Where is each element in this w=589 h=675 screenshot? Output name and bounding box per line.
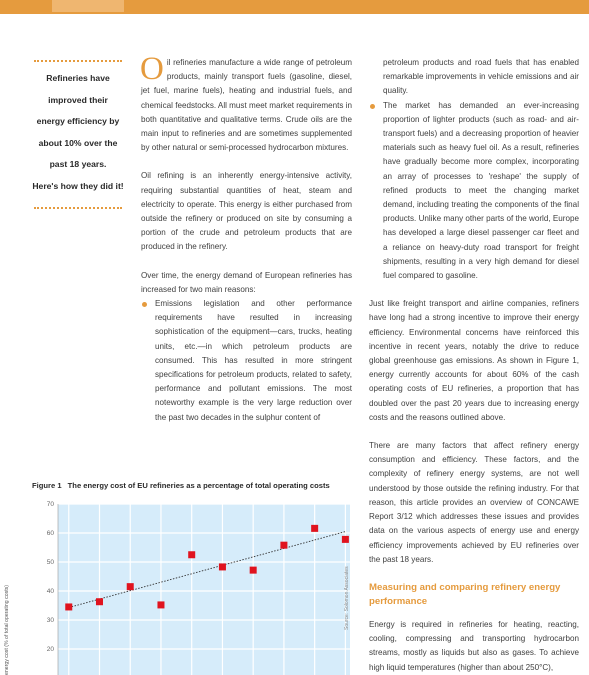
y-tick-label: 70: [46, 501, 54, 508]
energy-cost-chart: [0, 492, 360, 675]
body-paragraph: Oil refining is an inherently energy-intensive activity, requiring substantial quantities of heat, steam and electricity to operate. This energy is either purchased from outside the refinery or produced on site by consuming a portion of the crude and petroleum products that are produced in the refinery.: [141, 171, 352, 252]
figure-credit: Source: Solomon Associates: [344, 566, 350, 630]
pull-quote-line: energy efficiency by: [36, 116, 120, 126]
pull-quote-text: [32, 68, 124, 197]
bullet-item: Emissions legislation and other performance requirements have resulted in increasing sophistication of the equipment—cars, trucks, heating units, etc.—in which petroleum products are consumed. This has resulted in more stringent specifications for petroleum products, related to safety, performance and pollutant emissions. The most noteworthy example is the very large reduction over the past two decades in the sulphur content of: [141, 297, 352, 425]
figure-number: Figure 1: [32, 481, 62, 490]
data-point: [65, 603, 72, 610]
pull-quote-line: improved their: [48, 94, 108, 105]
data-point: [250, 567, 257, 574]
figure-caption: [32, 481, 352, 490]
chart-plot-group: [47, 501, 350, 675]
header-tab: [52, 0, 124, 12]
body-paragraph: Over time, the energy demand of European refineries has increased for two main reasons:: [141, 270, 352, 294]
pull-quote-line: Here's how they did it!: [32, 180, 124, 191]
data-point: [219, 563, 226, 570]
data-point: [96, 598, 103, 605]
y-tick-label: 20: [46, 646, 54, 653]
bullet-item: The market has demanded an ever-increasing proportion of lighter products (such as road- and air-transport fuels) and a decreasing proportion of heavier materials such as heavy fuel oil. As a result, refineries have gradually become more complex, incorporating an array of processes to 'reshape' the supply of refined products to meet the changing market demand, including treating the components of the final products. Unlike many other parts of the world, Europe has developed a large diesel passenger car fleet and a reliance on heavy-duty road transport for freight shipments, resulting in a very high demand for diesel fuel compared to gasoline.: [369, 99, 579, 284]
pull-quote-line: Refineries have: [46, 73, 110, 83]
pull-quote: [32, 60, 124, 209]
pull-quote-bottom-rule: [34, 207, 122, 209]
body-column-left: [140, 51, 352, 425]
continued-text: petroleum products and road fuels that has enabled remarkable improvements in vehicle emissions and air quality.: [383, 58, 579, 96]
data-point: [188, 551, 195, 558]
data-point: [342, 536, 349, 543]
data-point: [157, 601, 164, 608]
y-tick-label: 40: [46, 588, 54, 595]
pull-quote-line: about 10% over the: [38, 137, 118, 148]
data-point: [127, 583, 134, 590]
data-point: [280, 542, 287, 549]
pull-quote-top-rule: [34, 60, 122, 62]
body-paragraph: Energy is required in refineries for heating, reacting, cooling, compressing and transporting hydrocarbon streams, mostly as liquids but also as gases. To achieve high liquid temperatures (higher than about 250°C),: [369, 619, 579, 672]
y-axis-label: energy cost (% of total operating costs): [4, 585, 10, 675]
intro-text: il refineries manufacture a wide range of petroleum products, mainly transport fuels (gasoline, diesel, jet fuel, marine fuels), heating and industrial fuels, and chemical feedstocks. All must meet market requirements in both quantitative and qualitative terms. Crude oils are the main input to refineries and are sometimes supplemented by other natural or semi-processed hydrocarbon mixtures.: [141, 58, 352, 153]
drop-cap: O: [140, 51, 164, 87]
body-paragraph: There are many factors that affect refinery energy consumption and efficiency. These factors, and the complexity of refinery energy systems, are not well understood by those outside the refining industry. For that reason, this article provides an overview of CONCAWE Report 3/12 which addresses these issues and provides data on the various aspects of energy use and energy efficiency improvements achieved by EU refineries over the past 18 years.: [369, 441, 579, 564]
pull-quote-line: past 18 years.: [49, 159, 107, 169]
y-tick-label: 60: [46, 530, 54, 537]
section-heading: Measuring and comparing refinery energy performance: [369, 581, 561, 608]
body-paragraph: Just like freight transport and airline companies, refiners have long had a strong incentive to improve their energy efficiency. Environmental concerns have reinforced this incentive in recent years, notably the drive to reduce global greenhouse gas emissions. As shown in Figure 1, energy currently accounts for about 60% of the cash operating costs of EU refineries, a proportion that has doubled over the past 20 years due to increasing energy costs and the reasons outlined above.: [369, 299, 579, 422]
bullet-list: [369, 99, 579, 284]
y-tick-label: 30: [46, 617, 54, 624]
data-point: [311, 525, 318, 532]
bullet-list: [141, 297, 352, 425]
intro-paragraph: [140, 51, 352, 155]
figure-title: The energy cost of EU refineries as a percentage of total operating costs: [67, 481, 330, 490]
body-column-right: [369, 56, 579, 675]
y-tick-label: 50: [46, 559, 54, 566]
header-bar: [0, 0, 589, 14]
